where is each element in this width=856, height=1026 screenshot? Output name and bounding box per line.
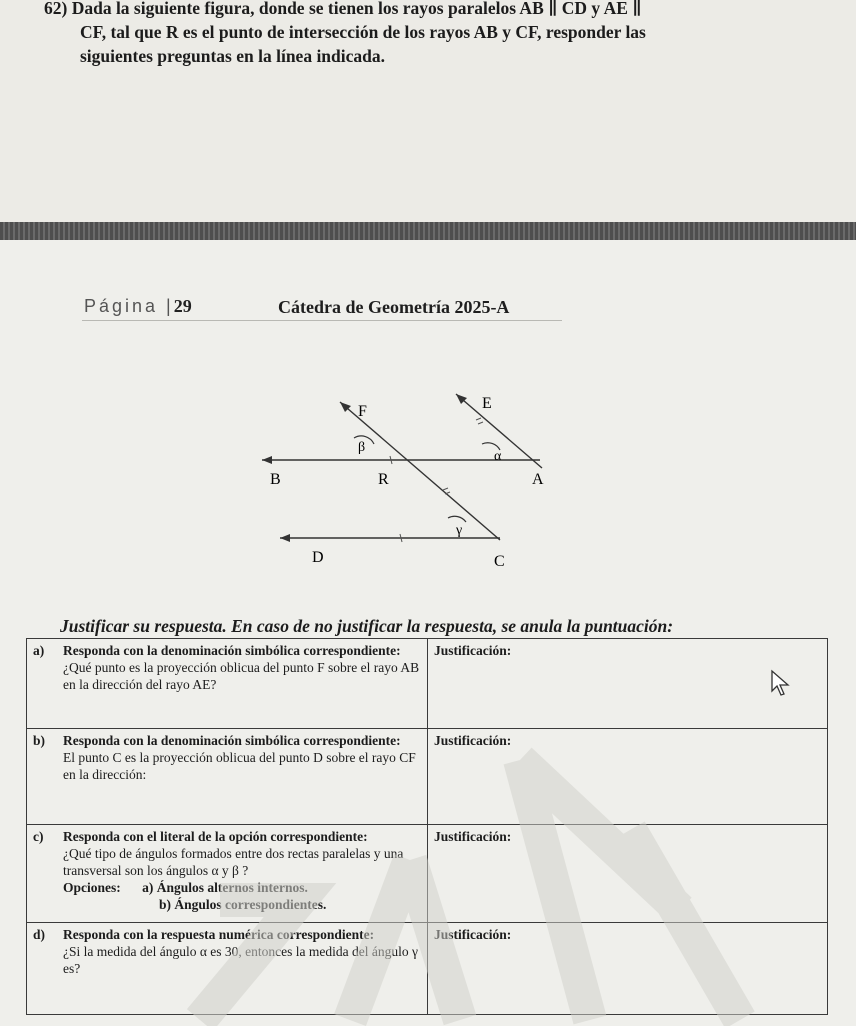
label-d: D (312, 549, 324, 566)
question-cell-b (27, 729, 428, 825)
instructions-text: Justificar su respuesta. En caso de no justificar la respuesta, se anula la puntuación: (60, 616, 674, 636)
label-b: B (270, 471, 281, 488)
question-text: ¿Si la medida del ángulo α es 30, entonces la medida del ángulo γ es? (63, 944, 418, 976)
parallel-tick-ae (476, 418, 483, 424)
table-row (27, 729, 828, 825)
label-gamma: γ (456, 523, 463, 538)
answer-cell-d[interactable] (428, 923, 828, 1015)
page-number-label (84, 296, 192, 317)
justification-label: Justificación: (434, 829, 512, 844)
mouse-cursor-icon (770, 669, 794, 697)
question-heading: Responda con el literal de la opción correspondiente: (63, 829, 368, 844)
question-cell-a (27, 639, 428, 729)
question-cell-d (27, 923, 428, 1015)
options-label: Opciones: (63, 880, 121, 895)
problem-line-3: siguientes preguntas en la línea indicada. (80, 46, 386, 66)
answer-cell-b[interactable] (428, 729, 828, 825)
label-alpha: α (494, 449, 502, 464)
question-letter: b) (33, 733, 46, 748)
question-letter: a) (33, 643, 45, 658)
justification-label: Justificación: (434, 733, 512, 748)
answer-cell-c[interactable] (428, 825, 828, 923)
label-beta: β (358, 440, 366, 455)
question-text: El punto C es la proyección oblicua del punto D sobre el rayo CF en la dirección: (63, 750, 416, 782)
problem-line-2: CF, tal que R es el punto de intersección de los rayos AB y CF, responder las (80, 22, 646, 42)
header-divider (82, 320, 562, 321)
page-separator (0, 222, 856, 240)
ray-cd-arrow-icon (280, 534, 290, 542)
question-heading: Responda con la denominación simbólica correspondiente: (63, 733, 401, 748)
question-letter: c) (33, 829, 44, 844)
problem-line-1: 62) Dada la siguiente figura, donde se tienen los rayos paralelos AB ∥ CD y AE ∥ (44, 0, 642, 18)
ray-cf-line (340, 402, 500, 540)
label-r: R (378, 471, 389, 488)
question-heading: Responda con la denominación simbólica correspondiente: (63, 643, 401, 658)
problem-statement (44, 0, 844, 68)
options-block (33, 879, 421, 913)
geometry-figure (250, 380, 570, 580)
page-label-text: Página | (84, 296, 174, 316)
answer-cell-a[interactable] (428, 639, 828, 729)
angle-gamma-arc (448, 516, 466, 522)
table-row (27, 923, 828, 1015)
question-heading: Responda con la respuesta numérica correspondiente: (63, 927, 375, 942)
label-c: C (494, 553, 505, 570)
label-e: E (482, 395, 492, 412)
justification-label: Justificación: (434, 643, 512, 658)
option-b: b) Ángulos correspondientes. (159, 897, 327, 912)
table-row (27, 825, 828, 923)
question-letter: d) (33, 927, 46, 942)
label-f: F (358, 403, 367, 420)
page-number: 29 (173, 296, 192, 316)
page-title: Cátedra de Geometría 2025-A (278, 297, 510, 317)
questions-table (26, 638, 828, 1015)
option-a: a) Ángulos alternos internos. (142, 880, 308, 895)
table-row (27, 639, 828, 729)
previous-page-fragment (0, 0, 856, 222)
justification-label: Justificación: (434, 927, 512, 942)
question-text: ¿Qué punto es la proyección oblicua del punto F sobre el rayo AB en la dirección del rayo AE? (63, 660, 420, 692)
question-text: ¿Qué tipo de ángulos formados entre dos rectas paralelas y una transversal son los ángulos α y β ? (63, 846, 404, 878)
label-a: A (532, 471, 544, 488)
ray-ab-arrow-icon (262, 456, 272, 464)
question-cell-c (27, 825, 428, 923)
